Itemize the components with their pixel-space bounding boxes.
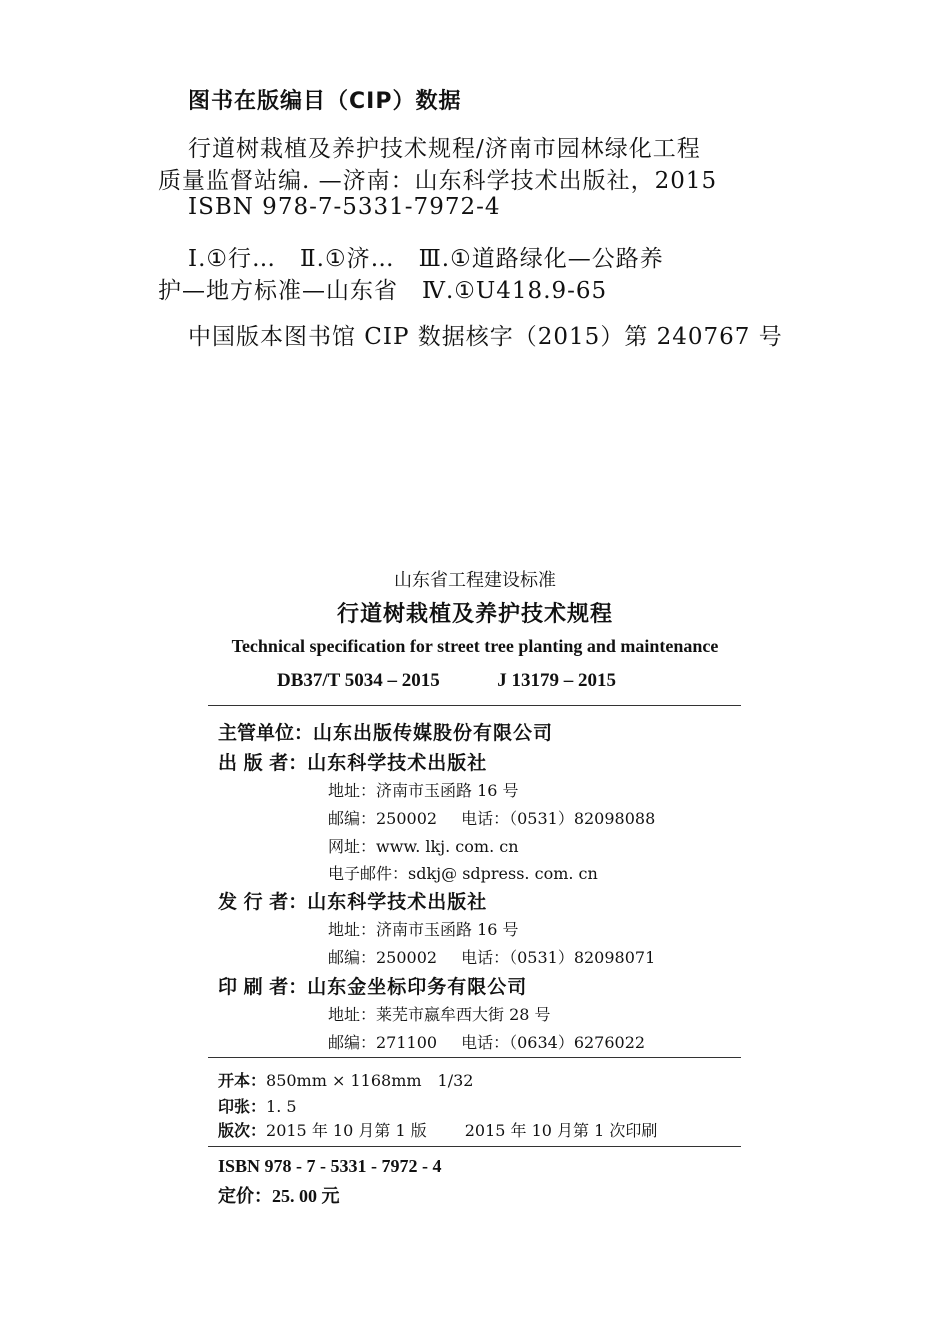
distributor-postcode: 邮编：250002 (328, 948, 438, 967)
standard-title-cn: 行道树栽植及养护技术规程 (336, 602, 613, 627)
format-value: 850mm × 1168mm 1/32 (266, 1071, 474, 1090)
printer-row (218, 972, 527, 999)
edition-value: 2015 年 10 月第 1 版 (266, 1121, 427, 1140)
printing-value: 2015 年 10 月第 1 次印刷 (464, 1121, 658, 1140)
distributor-label: 发 行 者： (218, 891, 308, 913)
distributor-value: 山东科学技术出版社 (307, 891, 488, 913)
publisher-website: 网址：www. lkj. com. cn (328, 837, 519, 856)
edition-row (218, 1118, 657, 1141)
edition-label: 版次： (218, 1121, 267, 1140)
publisher-value: 山东科学技术出版社 (307, 752, 488, 774)
supervisor-row (218, 718, 553, 745)
divider-top (208, 705, 741, 706)
printer-label: 印 刷 者： (218, 976, 308, 998)
printer-address: 地址：莱芜市嬴牟西大街 28 号 (328, 1005, 551, 1024)
cip-subject-line-1: Ⅰ.①行… Ⅱ.①济… Ⅲ.①道路绿化—公路养 (188, 246, 664, 272)
supervisor-value: 山东出版传媒股份有限公司 (313, 722, 554, 744)
divider-bottom (208, 1146, 741, 1147)
printer-phone: 电话：（0634）6276022 (461, 1033, 646, 1052)
publisher-row (218, 748, 487, 775)
printer-contact (328, 1030, 645, 1053)
distributor-phone: 电话：（0531）82098071 (461, 948, 656, 967)
publisher-address: 地址：济南市玉函路 16 号 (328, 781, 519, 800)
publisher-label: 出 版 者： (218, 752, 308, 774)
sheets-value: 1. 5 (266, 1097, 297, 1116)
publisher-phone: 电话：（0531）82098088 (461, 809, 656, 828)
standard-series: 山东省工程建设标准 (394, 570, 556, 591)
format-row (218, 1068, 473, 1091)
publisher-postcode: 邮编：250002 (328, 809, 438, 828)
cip-subject-line-2: 护—地方标准—山东省 Ⅳ.①U418.9-65 (158, 278, 608, 304)
distributor-row (218, 887, 487, 914)
printer-value: 山东金坐标印务有限公司 (307, 976, 528, 998)
standard-code-j: J 13179 – 2015 (497, 670, 617, 691)
standard-code-db: DB37/T 5034 – 2015 (277, 670, 440, 691)
distributor-contact (328, 945, 655, 968)
sheets-row (218, 1094, 297, 1117)
cip-title-line-2: 质量监督站编. —济南：山东科学技术出版社，2015 (158, 168, 718, 194)
cip-heading: 图书在版编目（CIP）数据 (188, 89, 462, 114)
distributor-address: 地址：济南市玉函路 16 号 (328, 920, 519, 939)
cip-title-line-1: 行道树栽植及养护技术规程/济南市园林绿化工程 (188, 136, 701, 162)
standard-codes (277, 670, 616, 692)
format-label: 开本： (218, 1071, 267, 1090)
price: 定价：25. 00 元 (218, 1186, 340, 1206)
cip-library-record: 中国版本图书馆 CIP 数据核字（2015）第 240767 号 (188, 324, 783, 350)
cip-isbn: ISBN 978-7-5331-7972-4 (188, 194, 501, 220)
publisher-contact (328, 806, 655, 829)
supervisor-label: 主管单位： (218, 722, 314, 744)
publisher-email: 电子邮件：sdkj@ sdpress. com. cn (328, 864, 598, 883)
sheets-label: 印张： (218, 1097, 267, 1116)
printer-postcode: 邮编：271100 (328, 1033, 438, 1052)
final-isbn: ISBN 978 - 7 - 5331 - 7972 - 4 (218, 1156, 442, 1176)
standard-title-en: Technical specification for street tree planting and maintenance (231, 636, 719, 656)
divider-middle (208, 1057, 741, 1058)
